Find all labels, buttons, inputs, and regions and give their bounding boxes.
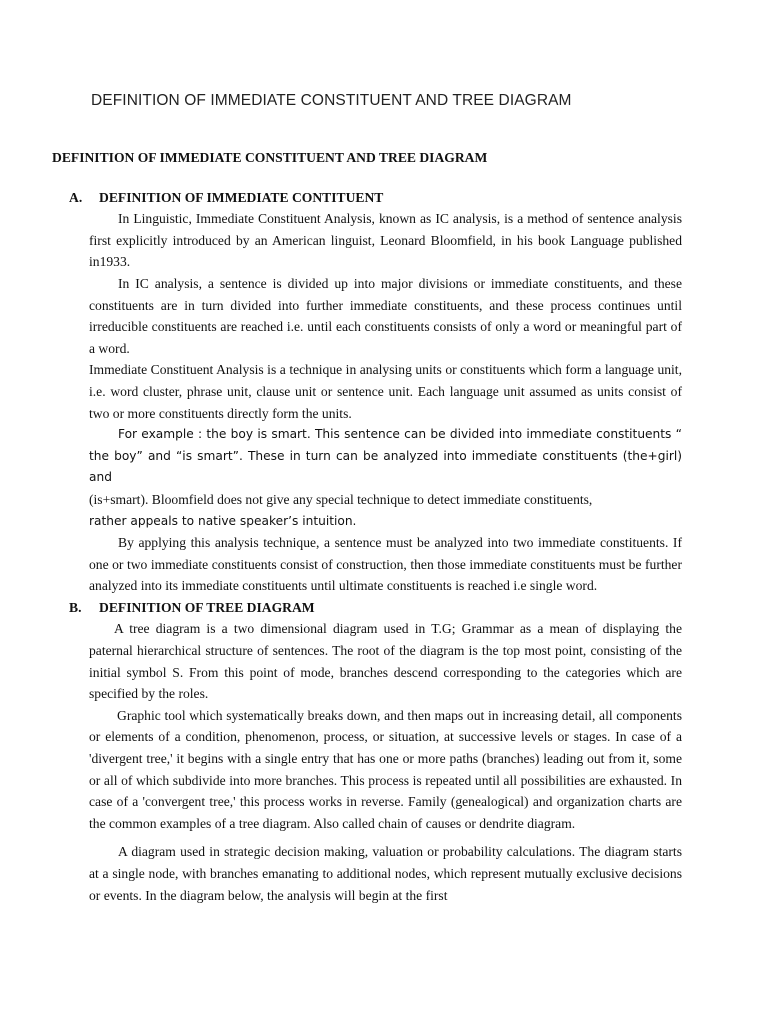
document-body [52,147,682,906]
section-a-title: DEFINITION OF IMMEDIATE CONTITUENT [99,189,384,205]
main-heading: DEFINITION OF IMMEDIATE CONSTITUENT AND TREE DIAGRAM [52,150,488,165]
paragraph: A diagram used in strategic decision making, valuation or probability calculations. The diagram starts at a single node, with branches emanating to additional nodes, which represent mutually exclusive decisions or events. In the diagram below, the analysis will begin at the first [89,844,682,903]
paragraph: For example : the boy is smart. This sentence can be divided into immediate constituents “ the boy” and “is smart”. These in turn can be analyzed into immediate constituents (the+girl) and [89,427,682,485]
page-title: DEFINITION OF IMMEDIATE CONSTITUENT AND TREE DIAGRAM [91,92,572,109]
section-a-heading [52,187,682,209]
section-b [52,597,682,906]
paragraph: rather appeals to native speaker’s intuition. [89,513,357,528]
paragraph: In IC analysis, a sentence is divided up into major divisions or immediate constituents, and these constituents are in turn divided into further immediate constituents, and these process continues until irreducible constituents are reached i.e. until each constituents consists of only a word or meaningful part of a word. [89,275,682,356]
section-b-heading [52,597,682,619]
paragraph: In Linguistic, Immediate Constituent Analysis, known as IC analysis, is a method of sentence analysis first explicitly introduced by an American linguist, Leonard Bloomfield, in his book Language published in1933. [89,211,682,270]
section-a [52,187,682,597]
paragraph: By applying this analysis technique, a sentence must be analyzed into two immediate constituents. If one or two immediate constituents consist of construction, then those immediate constituents must be further analyzed into its immediate constituents until ultimate constituents is reached i.e single word. [89,535,682,594]
paragraph: Immediate Constituent Analysis is a technique in analysing units or constituents which form a language unit, i.e. word cluster, phrase unit, clause unit or sentence unit. Each language unit assumed as units consist of two or more constituents directly form the units. [89,362,682,421]
section-a-letter: A. [69,189,83,205]
section-b-letter: B. [69,599,82,615]
paragraph: (is+smart). Bloomfield does not give any special technique to detect immediate constituents, [89,491,593,507]
section-b-title: DEFINITION OF TREE DIAGRAM [99,599,315,615]
paragraph: Graphic tool which systematically breaks down, and then maps out in increasing detail, all components or elements of a condition, phenomenon, process, or situation, at successive levels or stages. In case of a 'divergent tree,' it begins with a single entry that has one or more paths (branches) leading out from it, some or all of which subdivide into more branches. This process is repeated until all possibilities are exhausted. In case of a 'convergent tree,' this process works in reverse. Family (genealogical) and organization charts are the common examples of a tree diagram. Also called chain of causes or dendrite diagram. [89,707,682,831]
paragraph: A tree diagram is a two dimensional diagram used in T.G; Grammar as a mean of displaying the paternal hierarchical structure of sentences. The root of the diagram is the top most point, consisting of the initial symbol S. From this point of mode, branches descend corresponding to the categories which are specified by the roles. [89,621,682,702]
